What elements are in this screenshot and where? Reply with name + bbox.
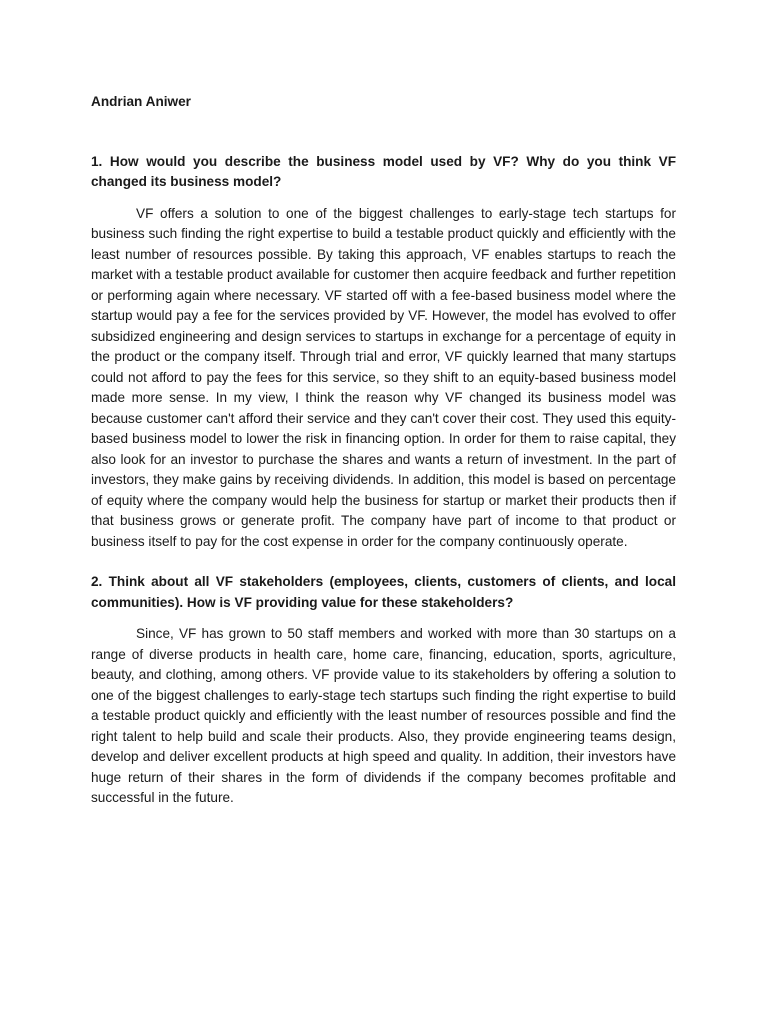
author-name: Andrian Aniwer <box>91 94 191 109</box>
question-2: 2. Think about all VF stakeholders (employees, clients, customers of clients, and local communities). How is VF providing value for these stakeholders? <box>91 574 676 610</box>
question-1: 1. How would you describe the business model used by VF? Why do you think VF changed its business model? <box>91 154 676 190</box>
answer-1: VF offers a solution to one of the biggest challenges to early-stage tech startups for business such finding the right expertise to build a testable product quickly and efficiently with the least number of resources possible. By taking this approach, VF enables startups to reach the market with a testable product available for customer then acquire feedback and further repetition or performing again where necessary. VF started off with a fee-based business model where the startup would pay a fee for the services provided by VF. However, the model has evolved to offer subsidized engineering and design services to startups in exchange for a percentage of equity in the product or the company itself. Through trial and error, VF quickly learned that many startups could not afford to pay the fees for this service, so they shift to an equity-based business model made more sense. In my view, I think the reason why VF changed its business model was because customer can't afford their service and they can't cover their cost. They used this equity-based business model to lower the risk in financing option. In order for them to raise capital, they also look for an investor to purchase the shares and wants a return of investment. In the part of investors, they make gains by receiving dividends. In addition, this model is based on percentage of equity where the company would help the business for startup or market their products then if that business grows or generate profit. The company have part of income to that product or business itself to pay for the cost expense in order for the company continuously operate. <box>91 205 676 549</box>
answer-2: Since, VF has grown to 50 staff members and worked with more than 30 startups on a range of diverse products in health care, home care, financing, education, sports, agriculture, beauty, and clothing, among others. VF provide value to its stakeholders by offering a solution to one of the biggest challenges to early-stage tech startups such finding the right expertise to build a testable product quickly and efficiently with the least number of resources possible and find the right talent to help build and scale their products. Also, they provide engineering teams design, develop and deliver excellent products at high speed and quality. In addition, their investors have huge return of their shares in the form of dividends if the company becomes profitable and successful in the future. <box>91 626 676 806</box>
